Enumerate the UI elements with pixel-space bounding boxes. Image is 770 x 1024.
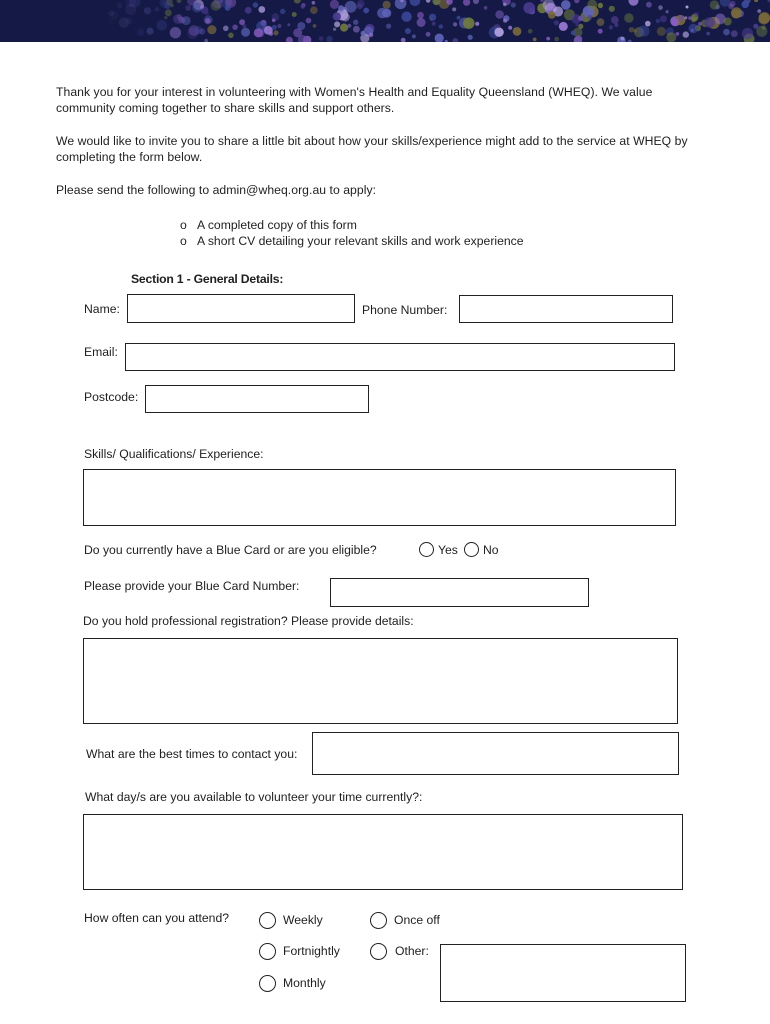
- blue-card-no-label: No: [483, 543, 499, 557]
- decorative-dot: [598, 3, 603, 8]
- decorative-dot: [360, 31, 365, 36]
- decorative-dot: [731, 30, 738, 37]
- decorative-dot: [614, 23, 618, 27]
- decorative-dot: [401, 38, 406, 42]
- decorative-dot: [561, 0, 571, 10]
- decorative-dot: [258, 6, 265, 13]
- list-item-text: A completed copy of this form: [197, 218, 357, 232]
- decorative-dot: [146, 28, 153, 35]
- decorative-dot: [225, 5, 231, 11]
- decorative-dot: [710, 0, 719, 9]
- decorative-dot: [475, 22, 479, 26]
- decorative-dot: [728, 4, 734, 10]
- decorative-dot: [273, 30, 278, 35]
- decorative-dot: [578, 16, 583, 21]
- decorative-dot: [629, 27, 634, 32]
- decorative-dot: [656, 19, 660, 23]
- decorative-dot: [173, 14, 183, 24]
- decorative-dot: [621, 37, 625, 41]
- decorative-dot: [495, 10, 504, 19]
- decorative-dot: [253, 2, 258, 7]
- decorative-dot: [666, 32, 676, 42]
- phone-label: Phone Number:: [362, 303, 448, 317]
- decorative-dot: [660, 15, 667, 22]
- decorative-dot: [333, 12, 341, 20]
- decorative-dot: [587, 0, 597, 10]
- phone-field[interactable]: [459, 295, 673, 323]
- decorative-dot: [294, 0, 301, 4]
- frequency-once-off-radio[interactable]: [370, 912, 387, 929]
- section-title: Section 1 - General Details:: [131, 272, 284, 286]
- frequency-other-label: Other:: [395, 944, 429, 958]
- blue-card-no-radio[interactable]: [464, 542, 479, 557]
- decorative-dot: [410, 0, 421, 6]
- contact-times-label: What are the best times to contact you:: [86, 747, 298, 761]
- blue-card-number-label: Please provide your Blue Card Number:: [84, 579, 300, 593]
- decorative-dot: [528, 29, 533, 34]
- decorative-dot: [523, 2, 535, 14]
- registration-textarea[interactable]: [83, 638, 678, 724]
- decorative-dot: [597, 18, 605, 26]
- decorative-dot: [326, 36, 332, 42]
- decorative-dot: [676, 32, 680, 36]
- decorative-dot: [686, 6, 689, 9]
- bullet-marker: o: [180, 234, 187, 248]
- postcode-label: Postcode:: [84, 390, 139, 404]
- decorative-dot: [125, 4, 136, 15]
- name-field[interactable]: [127, 294, 355, 323]
- decorative-dot: [508, 26, 512, 30]
- decorative-dot: [723, 29, 730, 36]
- header-banner: [0, 0, 770, 42]
- decorative-dot: [348, 24, 352, 28]
- name-label: Name:: [84, 302, 120, 316]
- decorative-dot: [706, 32, 710, 36]
- decorative-dot: [574, 0, 579, 3]
- decorative-dot: [503, 19, 507, 23]
- decorative-dot: [429, 14, 436, 21]
- decorative-dot: [232, 25, 237, 30]
- decorative-dot: [494, 28, 503, 37]
- blue-card-question: Do you currently have a Blue Card or are you eligible?: [84, 543, 377, 557]
- decorative-dot: [742, 28, 753, 39]
- decorative-dot: [280, 9, 285, 14]
- decorative-dot: [513, 27, 522, 36]
- decorative-dot: [200, 5, 204, 9]
- decorative-dot: [310, 6, 318, 14]
- decorative-dot: [292, 12, 297, 17]
- decorative-dot: [401, 12, 411, 22]
- decorative-dot: [704, 17, 715, 28]
- days-available-label: What day/s are you available to volunteer your time currently?:: [85, 790, 423, 804]
- decorative-dot: [742, 1, 749, 8]
- decorative-dot: [272, 25, 277, 30]
- decorative-dot: [473, 0, 479, 4]
- decorative-dot: [533, 38, 537, 42]
- decorative-dot: [688, 16, 692, 20]
- decorative-dot: [319, 36, 324, 41]
- decorative-dot: [468, 35, 473, 40]
- decorative-dot: [170, 4, 173, 7]
- frequency-weekly-label: Weekly: [283, 913, 323, 927]
- decorative-dot: [144, 7, 151, 14]
- decorative-dot: [353, 20, 358, 25]
- requirements-list: [180, 217, 524, 249]
- frequency-monthly-radio[interactable]: [259, 975, 276, 992]
- decorative-dot: [694, 12, 699, 17]
- contact-times-field[interactable]: [312, 732, 679, 775]
- frequency-fortnightly-label: Fortnightly: [283, 944, 340, 958]
- decorative-dot: [338, 5, 344, 11]
- decorative-dot: [724, 17, 732, 25]
- decorative-dot: [207, 25, 216, 34]
- decorative-dot: [658, 5, 663, 10]
- decorative-dot: [657, 27, 666, 36]
- decorative-dot: [108, 10, 114, 16]
- decorative-dot: [126, 17, 133, 24]
- decorative-dot: [223, 26, 229, 32]
- decorative-dot: [731, 9, 740, 18]
- decorative-dot: [241, 28, 250, 37]
- decorative-dot: [435, 34, 444, 43]
- decorative-dot: [340, 24, 348, 32]
- decorative-dot: [242, 24, 246, 28]
- decorative-dot: [177, 0, 182, 3]
- decorative-dot: [666, 10, 669, 13]
- decorative-dot: [386, 24, 391, 29]
- frequency-monthly-label: Monthly: [283, 976, 326, 990]
- decorative-dot: [609, 6, 615, 12]
- email-label: Email:: [84, 345, 118, 359]
- decorative-dot: [756, 26, 767, 37]
- decorative-dot: [503, 3, 507, 7]
- decorative-dot: [463, 0, 470, 6]
- decorative-dot: [228, 33, 234, 39]
- decorative-dot: [164, 16, 167, 19]
- decorative-dot: [369, 33, 374, 38]
- list-item: [180, 233, 524, 249]
- decorative-dot: [353, 26, 360, 33]
- decorative-dot: [548, 11, 556, 19]
- decorative-dot: [684, 16, 687, 19]
- decorative-dot: [245, 7, 252, 14]
- decorative-dot: [155, 7, 159, 11]
- decorative-dot: [463, 18, 474, 29]
- bullet-marker: o: [180, 218, 187, 232]
- decorative-dot: [382, 9, 391, 18]
- decorative-dot: [272, 19, 276, 23]
- decorative-dot: [165, 9, 172, 16]
- decorative-dot: [484, 6, 488, 10]
- decorative-dot: [445, 40, 448, 42]
- decorative-dot: [297, 22, 305, 30]
- frequency-once-off-label: Once off: [394, 913, 440, 927]
- decorative-dot: [759, 12, 770, 24]
- decorative-dot: [157, 20, 168, 31]
- decorative-dot: [754, 0, 758, 2]
- decorative-dot: [559, 22, 568, 31]
- intro-paragraph-3: Please send the following to admin@wheq.org.au to apply:: [56, 183, 377, 197]
- decorative-dot: [587, 15, 592, 20]
- decorative-dot: [638, 26, 649, 37]
- blue-card-number-field[interactable]: [330, 578, 589, 607]
- skills-textarea[interactable]: [83, 469, 676, 526]
- decorative-dot: [312, 1, 316, 5]
- decorative-dot: [540, 0, 543, 2]
- decorative-dot: [611, 16, 619, 24]
- decorative-dot: [453, 22, 457, 26]
- decorative-dot: [609, 25, 613, 29]
- decorative-dot: [432, 22, 436, 26]
- postcode-field[interactable]: [145, 385, 369, 413]
- decorative-dot: [453, 38, 459, 42]
- decorative-dot: [452, 7, 456, 11]
- decorative-dot: [457, 16, 461, 20]
- decorative-dot: [439, 24, 443, 28]
- email-field[interactable]: [125, 343, 675, 371]
- decorative-dot: [624, 13, 633, 22]
- list-item: [180, 217, 524, 233]
- decorative-dot: [306, 18, 312, 24]
- decorative-dot: [417, 12, 424, 19]
- intro-paragraph-2: We would like to invite you to share a little bit about how your skills/experience might add to the service at WHEQ by completing the form below.: [56, 134, 688, 164]
- decorative-dot: [678, 15, 684, 21]
- decorative-dot: [683, 31, 689, 37]
- decorative-dot: [634, 29, 637, 32]
- decorative-dot: [313, 24, 317, 28]
- decorative-dot: [363, 8, 369, 14]
- decorative-dot: [645, 21, 651, 27]
- decorative-dot: [109, 17, 115, 23]
- decorative-dot: [211, 0, 221, 10]
- decorative-dot: [341, 13, 350, 22]
- frequency-label: How often can you attend?: [84, 911, 229, 925]
- decorative-dot: [357, 3, 363, 9]
- decorative-dot: [412, 34, 416, 38]
- decorative-dot: [182, 16, 191, 25]
- decorative-dot: [117, 3, 123, 9]
- decorative-dot: [204, 39, 208, 42]
- decorative-dot: [137, 29, 144, 36]
- frequency-other-field[interactable]: [440, 944, 686, 1002]
- decorative-dot: [757, 9, 761, 13]
- list-item-text: A short CV detailing your relevant skills and work experience: [197, 234, 524, 248]
- decorative-dot: [170, 27, 181, 38]
- decorative-dot: [426, 32, 431, 37]
- decorative-dot: [334, 21, 340, 27]
- skills-label: Skills/ Qualifications/ Experience:: [84, 447, 264, 461]
- decorative-dot: [646, 2, 652, 8]
- decorative-dot: [205, 18, 210, 23]
- decorative-dot: [629, 0, 639, 6]
- decorative-dot: [345, 1, 357, 13]
- decorative-dot: [426, 0, 431, 3]
- days-available-textarea[interactable]: [83, 814, 683, 890]
- frequency-weekly-radio[interactable]: [259, 912, 276, 929]
- decorative-dot: [301, 5, 305, 9]
- decorative-dot: [254, 28, 263, 37]
- decorative-dot: [689, 24, 699, 34]
- frequency-other-radio[interactable]: [370, 943, 387, 960]
- decorative-dot: [330, 0, 339, 9]
- decorative-dot: [598, 29, 603, 34]
- decorative-dot: [511, 2, 516, 7]
- decorative-dot: [571, 31, 576, 36]
- decorative-dot: [287, 23, 290, 26]
- decorative-dot: [199, 29, 205, 35]
- blue-card-yes-radio[interactable]: [419, 542, 434, 557]
- decorative-dot-pattern: [0, 0, 770, 42]
- decorative-dot: [554, 37, 559, 42]
- decorative-dot: [185, 5, 191, 11]
- decorative-dot: [286, 37, 293, 42]
- blue-card-yes-label: Yes: [438, 543, 458, 557]
- decorative-dot: [405, 28, 411, 34]
- decorative-dot: [628, 40, 632, 42]
- frequency-fortnightly-radio[interactable]: [259, 943, 276, 960]
- decorative-dot: [546, 37, 550, 41]
- intro-paragraph-1: Thank you for your interest in volunteering with Women's Health and Equality Queensland (WHEQ). We value community coming together to share skills and support others.: [56, 85, 653, 115]
- decorative-dot: [383, 1, 391, 9]
- registration-label: Do you hold professional registration? Please provide details:: [83, 614, 414, 628]
- decorative-dot: [671, 18, 679, 26]
- decorative-dot: [269, 32, 273, 36]
- decorative-dot: [333, 28, 336, 31]
- decorative-dot: [417, 18, 426, 27]
- decorative-dot: [277, 24, 281, 28]
- decorative-dot: [554, 20, 559, 25]
